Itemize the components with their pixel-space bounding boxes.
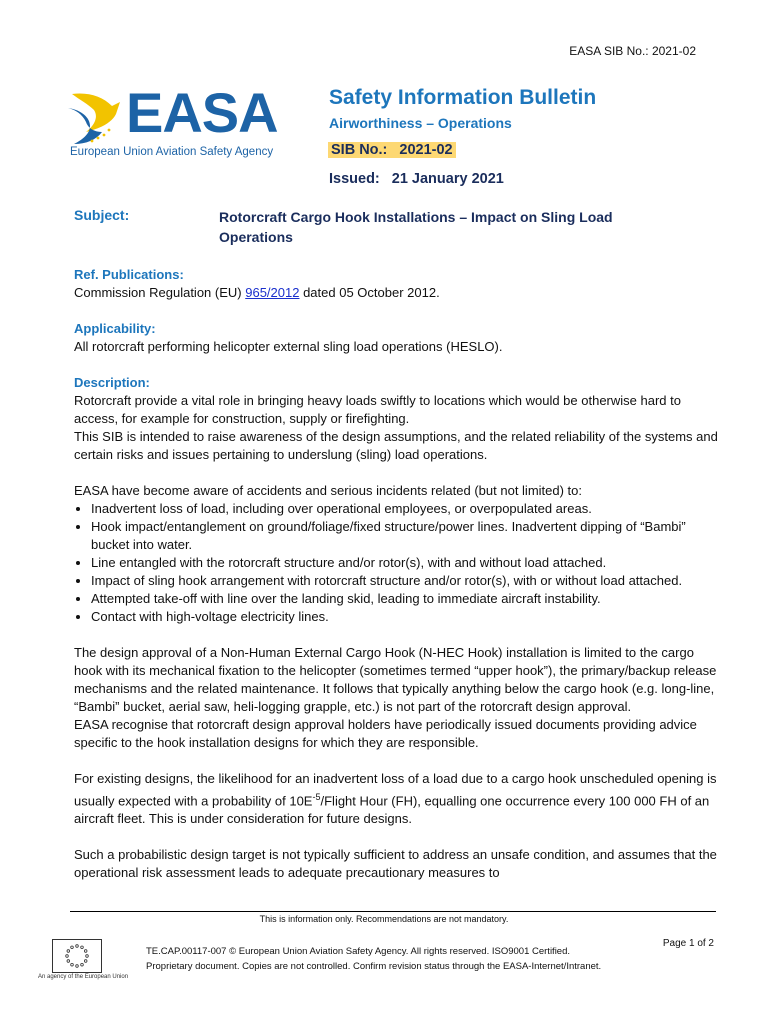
list-item: • Contact with high-voltage electricity lines. <box>91 608 724 626</box>
description-paragraph: EASA have become aware of accidents and serious incidents related (but not limited) to: <box>74 483 583 498</box>
ref-heading: Ref. Publications: <box>74 267 184 282</box>
copyright-notice: TE.CAP.00117-007 © European Union Aviation Safety Agency. All rights reserved. ISO9001 Certified. Proprietary document. Copies are not controlled. Confirm revision status through the EASA-Internet/Intranet. <box>146 946 602 972</box>
list-item: • Attempted take-off with line over the landing skid, leading to immediate aircraft instability. <box>91 590 724 608</box>
footer-divider <box>70 911 716 912</box>
subject-text: Rotorcraft Cargo Hook Installations – Impact on Sling Load Operations <box>219 209 613 245</box>
issued-date: Issued: 21 January 2021 <box>329 171 504 187</box>
bulletin-subtitle: Airworthiness – Operations <box>329 115 512 131</box>
description-heading: Description: <box>74 375 150 390</box>
list-item: • Line entangled with the rotorcraft structure and/or rotor(s), with and without load attached. <box>91 554 724 572</box>
logo-wordmark: EASA <box>126 81 278 144</box>
list-item: • Inadvertent loss of load, including over operational employees, or overpopulated areas. <box>91 500 724 518</box>
regulation-link[interactable]: 965/2012 <box>245 285 300 300</box>
page-number: Page 1 of 2 <box>662 938 714 949</box>
applicability-heading: Applicability: <box>74 321 156 336</box>
ref-text: Commission Regulation (EU) 965/2012 dated 05 October 2012. <box>74 285 440 300</box>
agency-note: An agency of the European Union <box>38 974 129 980</box>
list-item: • Impact of sling hook arrangement with rotorcraft structure and/or rotor(s), with or without load attached. <box>91 572 724 590</box>
easa-bird-icon <box>68 88 126 148</box>
description-paragraph: This SIB is intended to raise awareness of the design assumptions, and the related reliability of the systems and certain risks and issues pertaining to underslung (sling) load operations. <box>74 429 718 462</box>
incident-list <box>74 500 724 626</box>
footer-note: This is information only. Recommendations are not mandatory. <box>259 914 509 924</box>
sib-number: SIB No.: 2021-02 <box>328 142 456 158</box>
sib-reference: EASA SIB No.: 2021-02 <box>569 44 696 58</box>
applicability-text: All rotorcraft performing helicopter external sling load operations (HESLO). <box>74 339 503 354</box>
bulletin-title: Safety Information Bulletin <box>329 86 597 109</box>
easa-logo <box>68 81 288 158</box>
document-body <box>74 266 724 882</box>
description-paragraph: EASA recognise that rotorcraft design approval holders have periodically issued documents providing advice specific to the hook installation designs for which they are responsible. <box>74 717 697 750</box>
description-paragraph: Such a probabilistic design target is not typically sufficient to address an unsafe condition, and assumes that the operational risk assessment leads to adequate precautionary measures to <box>74 847 717 881</box>
description-paragraph: For existing designs, the likelihood for an inadvertent loss of a load due to a cargo hook unscheduled opening is usually expected with a probability of $10E^{-5}$/Flight Hour (FH), equalling one occurrence every 100 000 FH of an aircraft fleet. This is under consideration for future designs. <box>74 771 717 827</box>
subject-label: Subject: <box>74 207 130 223</box>
eu-flag-icon <box>52 939 102 973</box>
description-paragraph: The design approval of a Non-Human External Cargo Hook (N-HEC Hook) installation is limited to the cargo hook with its mechanical fixation to the helicopter (sometimes termed “upper hook”), the primary/backup release mechanisms and the related maintenance. It follows that typically anything below the cargo hook (e.g. long-line, “Bambi” bucket, aerial saw, heli-logging grapple, etc.) is not part of the rotorcraft design approval. <box>74 645 717 714</box>
list-item: • Hook impact/entanglement on ground/foliage/fixed structure/power lines. Inadvertent dipping of “Bambi” bucket into water. <box>91 518 724 554</box>
description-paragraph: Rotorcraft provide a vital role in bringing heavy loads swiftly to locations which would be otherwise hard to access, for example for construction, supply or firefighting. <box>74 393 681 426</box>
logo-subtitle: European Union Aviation Safety Agency <box>70 146 274 158</box>
